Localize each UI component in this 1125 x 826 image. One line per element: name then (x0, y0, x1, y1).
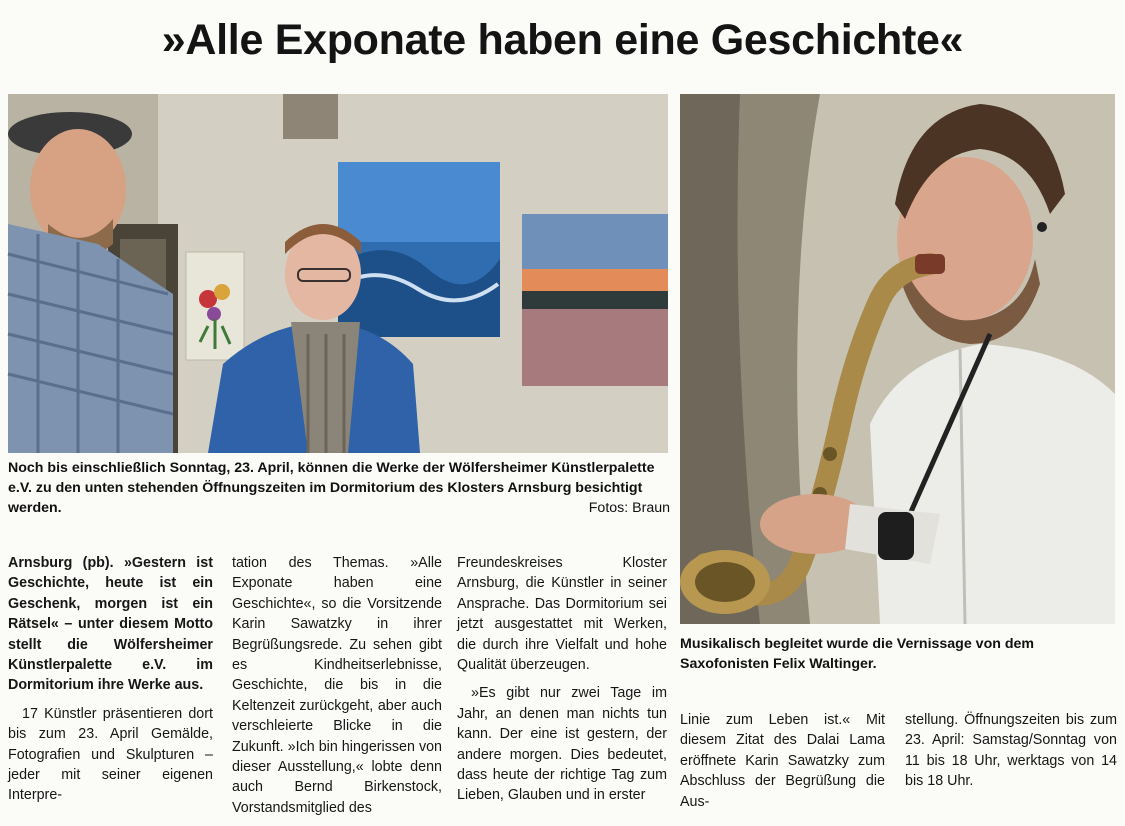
article-column-3 (457, 553, 667, 814)
photo-caption-saxophonist: Musikalisch begleitet wurde die Vernissage von dem Saxofonisten Felix Waltinger. (680, 636, 1035, 672)
article-paragraph: 17 Künstler präsentieren dort bis zum 23. April Gemälde, Fotografien und Skulpturen – jeder mit seiner eigenen Interpre- (8, 705, 213, 804)
saxophonist-photo (680, 94, 1115, 624)
article-paragraph: Freundeskreises Kloster Arnsburg, die Künstler in seiner Ansprache. Das Dormitorium sei jetzt ausgestattet mit Werken, die durch ihre Vielfalt und hohe Qualität überzeugen. (457, 555, 667, 674)
article-paragraph: tation des Themas. »Alle Exponate haben eine Geschichte«, so die Vorsitzende Karin Sawatzky in ihrer Begrüßungsrede. Zu sehen gibt es Kindheitserlebnisse, Geschichte, die bis in die Keltenzeit zurückgeht, aber auch verschleierte Blicke in die Zukunft. »Ich bin hingerissen von dieser Ausstellung,« lobte denn auch Bernd Birkenstock, Vorstandsmitglied des (232, 555, 442, 816)
photo-credit: Fotos: Braun (588, 500, 670, 516)
article-lead: Arnsburg (pb). »Gestern ist Geschichte, heute ist ein Geschenk, morgen ist ein Rätsel« – unter diesem Motto stellt die Wölfersheimer Künstlerpalette e.V. im Dormitorium ihre Werke aus. (8, 555, 213, 694)
exhibition-photo (8, 94, 668, 453)
caption-text: Noch bis einschließlich Sonntag, 23. April, können die Werke der Wölfersheimer Künstlerpalette e.V. zu den unten stehenden Öffnungszeiten im Dormitorium des Klosters Arnsburg besichtigt werden. (8, 460, 655, 516)
article-paragraph: stellung. Öffnungszeiten bis zum 23. April: Samstag/Sonntag von 11 bis 18 Uhr, werktags von 14 bis 18 Uhr. (905, 712, 1117, 790)
article-paragraph: Linie zum Leben ist.« Mit diesem Zitat des Dalai Lama eröffnete Karin Sawatzky zum Abschluss der Begrüßung die Aus- (680, 712, 885, 810)
photo-caption-exhibition (8, 458, 670, 518)
article-column-1 (8, 553, 213, 814)
article-paragraph: »Es gibt nur zwei Tage im Jahr, an denen man nichts tun kann. Der eine ist gestern, der andere morgen. Dies bedeutet, dass heute der richtige Tag zum Lieben, Glauben und in erster (457, 685, 667, 804)
article-column-4 (680, 710, 885, 820)
article-column-5 (905, 710, 1117, 800)
article-column-2 (232, 553, 442, 826)
headline: »Alle Exponate haben eine Geschichte« (161, 16, 964, 64)
